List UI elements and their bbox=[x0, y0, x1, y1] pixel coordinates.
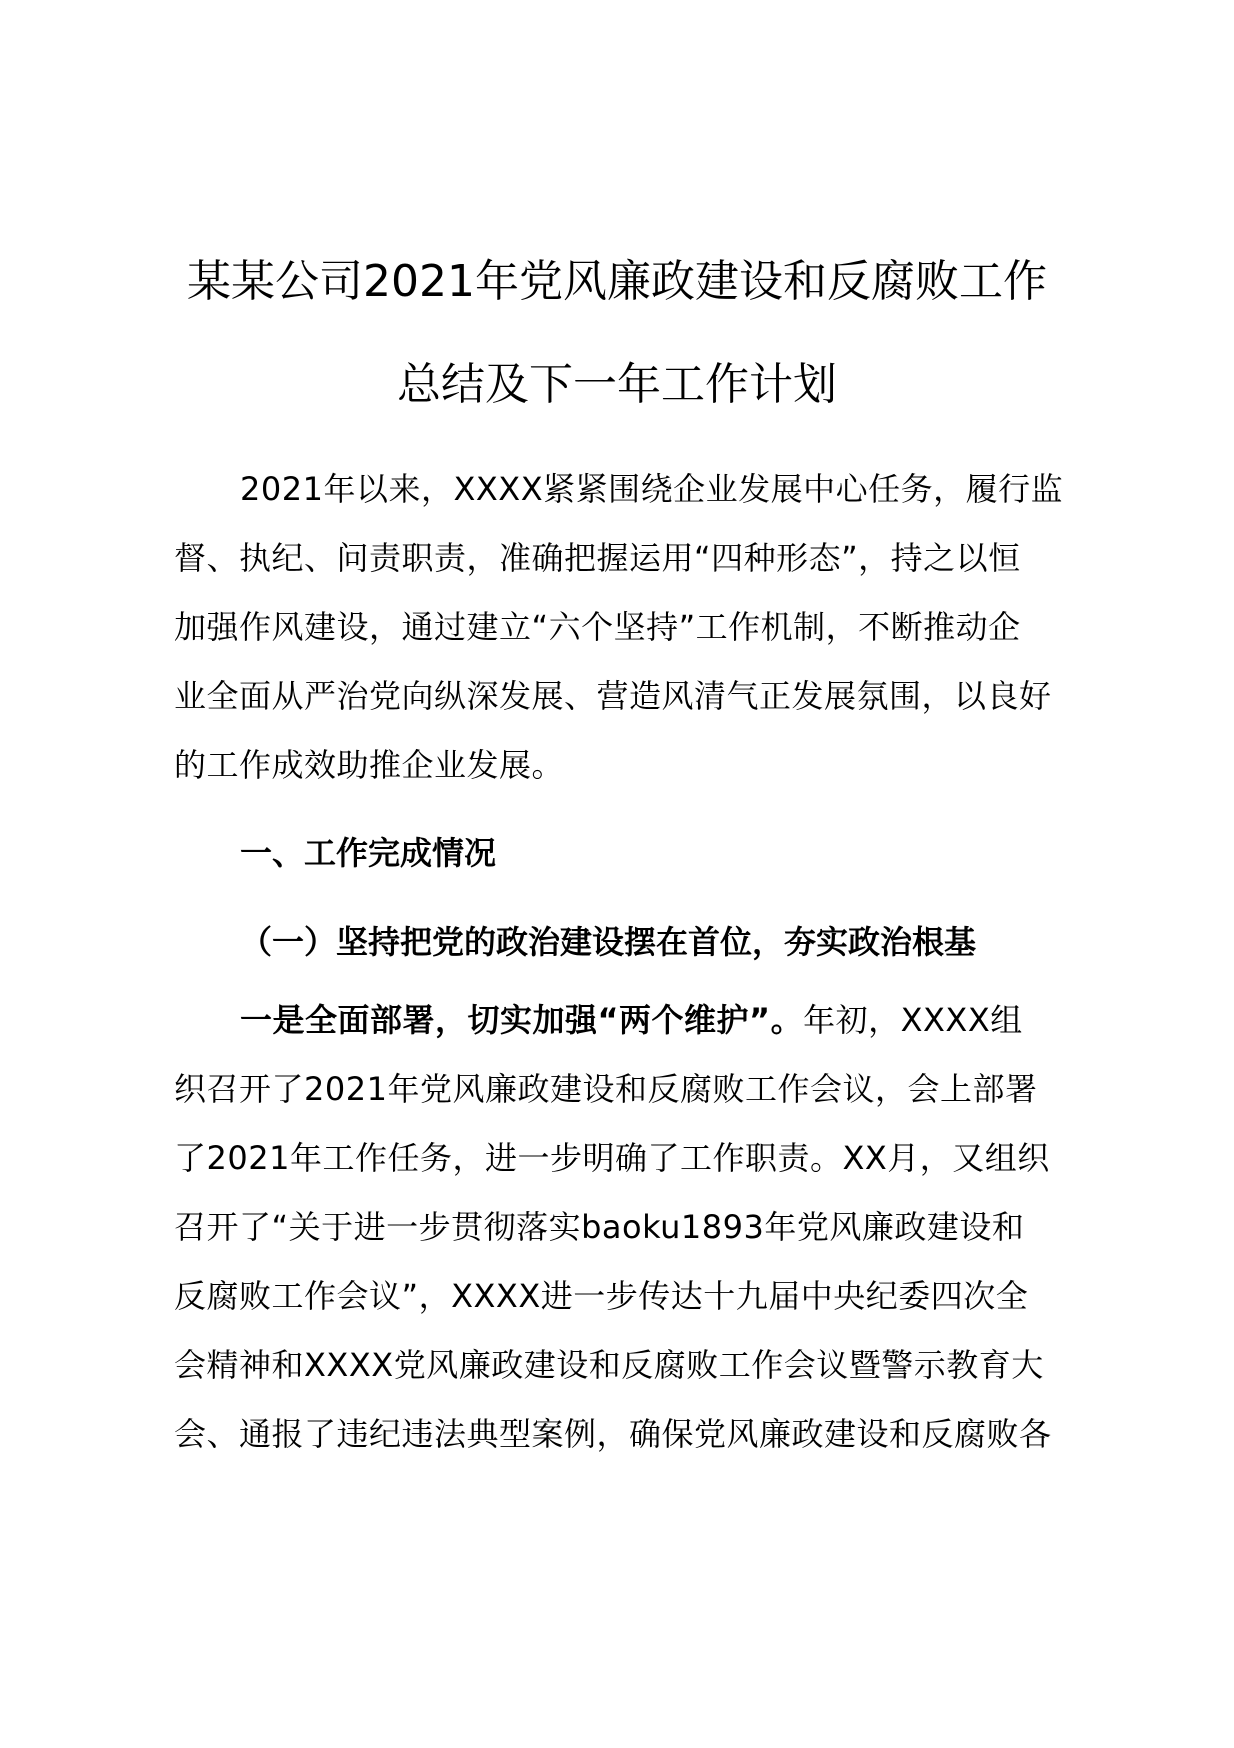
section-heading: 一、工作完成情况 bbox=[240, 834, 497, 872]
paragraph-line: 反腐败工作会议”，XXXX进一步传达十九届中央纪委四次全 bbox=[174, 1277, 1029, 1315]
paragraph-line: 召开了“关于进一步贯彻落实baoku1893年党风廉政建设和 bbox=[174, 1208, 1025, 1246]
paragraph-line: 督、执纪、问责职责，准确把握运用“四种形态”，持之以恒 bbox=[174, 539, 1021, 577]
paragraph-line: 加强作风建设，通过建立“六个坚持”工作机制，不断推动企 bbox=[174, 608, 1021, 646]
paragraph-line: 业全面从严治党向纵深发展、营造风清气正发展氛围，以良好 bbox=[174, 677, 1052, 715]
body-paragraph-2 bbox=[174, 986, 1094, 1469]
paragraph-line: 的工作成效助推企业发展。 bbox=[174, 746, 565, 784]
paragraph-line: 会精神和XXXX党风廉政建设和反腐败工作会议暨警示教育大 bbox=[174, 1346, 1044, 1384]
paragraph-line: 会、通报了违纪违法典型案例，确保党风廉政建设和反腐败各 bbox=[174, 1415, 1052, 1453]
paragraph-line: 织召开了2021年党风廉政建设和反腐败工作会议，会上部署 bbox=[174, 1070, 1038, 1108]
document-title-line-1: 某某公司2021年党风廉政建设和反腐败工作 bbox=[187, 256, 1047, 307]
subsection-heading: （一）坚持把党的政治建设摆在首位，夯实政治根基 bbox=[240, 923, 977, 961]
document-title-line-2: 总结及下一年工作计划 bbox=[397, 359, 837, 410]
paragraph-lead-rest: 年初，XXXX组 bbox=[803, 1001, 1023, 1039]
paragraph-line: 2021年以来，XXXX紧紧围绕企业发展中心任务，履行监 bbox=[240, 470, 1064, 508]
paragraph-lead-bold: 一是全面部署，切实加强“两个维护”。 bbox=[240, 1001, 804, 1039]
paragraph-first-line bbox=[174, 986, 1094, 1055]
intro-paragraph bbox=[174, 455, 1094, 800]
paragraph-line: 了2021年工作任务，进一步明确了工作职责。XX月，又组织 bbox=[174, 1139, 1050, 1177]
